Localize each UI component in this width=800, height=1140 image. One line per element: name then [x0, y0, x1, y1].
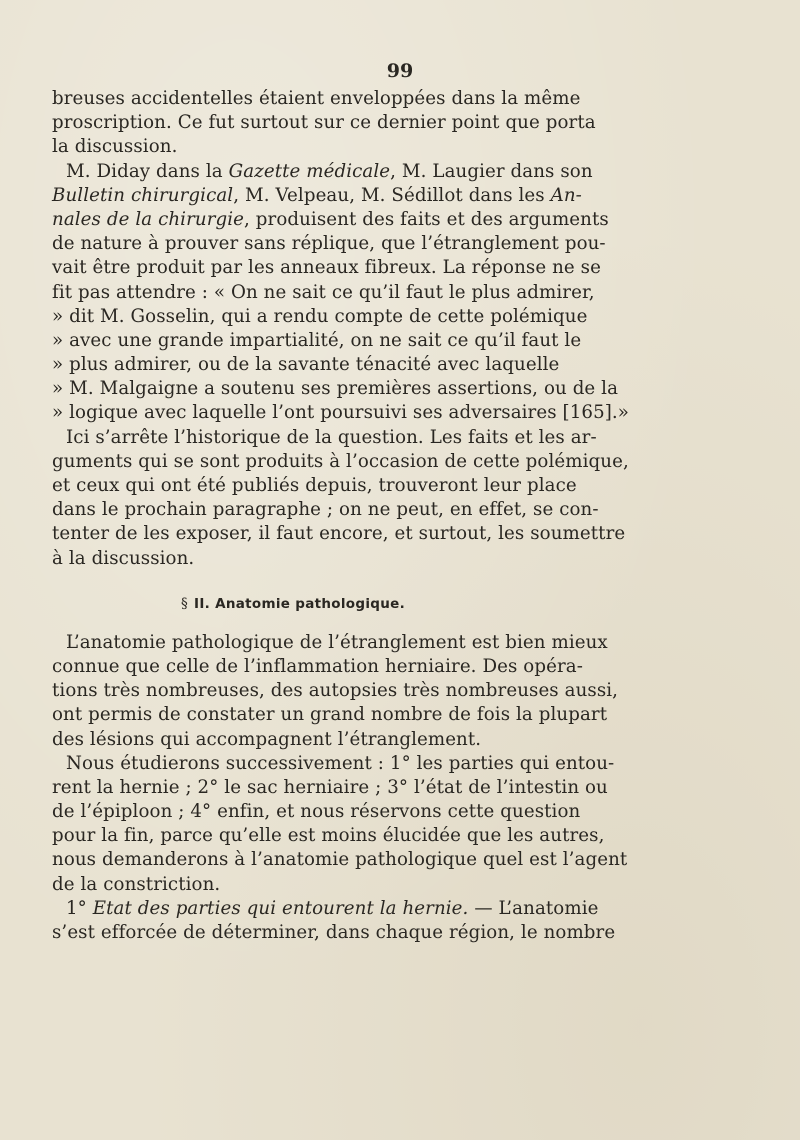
text-line: » plus admirer, ou de la savante ténacité avec laquelle [52, 354, 560, 376]
text-line: connue que celle de l’inflammation herniaire. Des opéra- [52, 655, 583, 677]
text-line: la discussion. [52, 136, 178, 158]
text-line: nous demanderons à l’anatomie pathologique quel est l’agent [52, 849, 628, 871]
text-line: » dit M. Gosselin, qui a rendu compte de cette polémique [52, 305, 588, 327]
text-line: ont permis de constater un grand nombre de fois la plupart [52, 704, 608, 726]
text-line [52, 160, 593, 184]
section-sign: § [180, 595, 189, 612]
journal-title: An- [550, 184, 582, 206]
text-line: pour la fin, parce qu’elle est moins élucidée que les autres, [52, 825, 605, 847]
text-run: , produisent des faits et des arguments [244, 208, 609, 230]
journal-title: Bulletin chirurgical [52, 184, 234, 206]
text-line [52, 897, 599, 921]
text-line: des lésions qui accompagnent l’étranglement. [52, 728, 482, 750]
text-line: de nature à prouver sans réplique, que l’étranglement pou- [52, 233, 606, 255]
section-title: II. Anatomie pathologique. [194, 595, 406, 612]
text-line: vait être produit par les anneaux fibreux. La réponse ne se [52, 257, 601, 279]
section-heading [52, 581, 534, 627]
text-line: » M. Malgaigne a soutenu ses premières assertions, ou de la [52, 378, 619, 400]
text-line: » avec une grande impartialité, on ne sait ce qu’il faut le [52, 329, 582, 351]
subsection-title: Etat des parties qui entourent la hernie. [92, 897, 469, 919]
text-line: et ceux qui ont été publiés depuis, trouveront leur place [52, 475, 577, 496]
text-line: fit pas attendre : « On ne sait ce qu’il faut le plus admirer, [52, 281, 595, 303]
text-line: tenter de les exposer, il faut encore, et surtout, les soumettre [52, 523, 626, 545]
text-line: de la constriction. [52, 873, 221, 895]
text-run: — L’anatomie [468, 897, 599, 919]
text-run: , M. Laugier dans son [390, 160, 593, 182]
text-line [52, 184, 582, 208]
text-run: M. Diday dans la [66, 160, 229, 182]
text-run: , M. Velpeau, M. Sédillot dans les [233, 184, 551, 206]
text-line: L’anatomie pathologique de l’étranglement est bien mieux [66, 631, 608, 653]
text-line: breuses accidentelles étaient enveloppées dans la même [52, 88, 581, 109]
page-number: 99 [386, 60, 414, 82]
text-line: guments qui se sont produits à l’occasion de cette polémique, [52, 450, 629, 472]
journal-title: nales de la chirurgie [52, 208, 245, 230]
text-line: de l’épiploon ; 4° enfin, et nous réservons cette question [52, 801, 581, 823]
text-line: » logique avec laquelle l’ont poursuivi ses adversaires [165].» [52, 402, 630, 424]
main-text [52, 87, 630, 945]
text-line: Ici s’arrête l’historique de la question. Les faits et les ar- [66, 426, 597, 448]
text-line [52, 208, 609, 232]
text-run: 1° [66, 897, 93, 919]
text-line: Nous étudierons successivement : 1° les parties qui entou- [66, 752, 615, 774]
text-line: tions très nombreuses, des autopsies très nombreuses aussi, [52, 680, 619, 702]
text-line: rent la hernie ; 2° le sac herniaire ; 3° l’état de l’intestin ou [52, 776, 608, 798]
text-line: dans le prochain paragraphe ; on ne peut, en effet, se con- [52, 499, 599, 521]
text-line: s’est efforcée de déterminer, dans chaque région, le nombre [52, 922, 616, 943]
journal-title: Gazette médicale [228, 160, 391, 182]
text-line: à la discussion. [52, 547, 195, 569]
text-line: proscription. Ce fut surtout sur ce dernier point que porta [52, 112, 596, 134]
